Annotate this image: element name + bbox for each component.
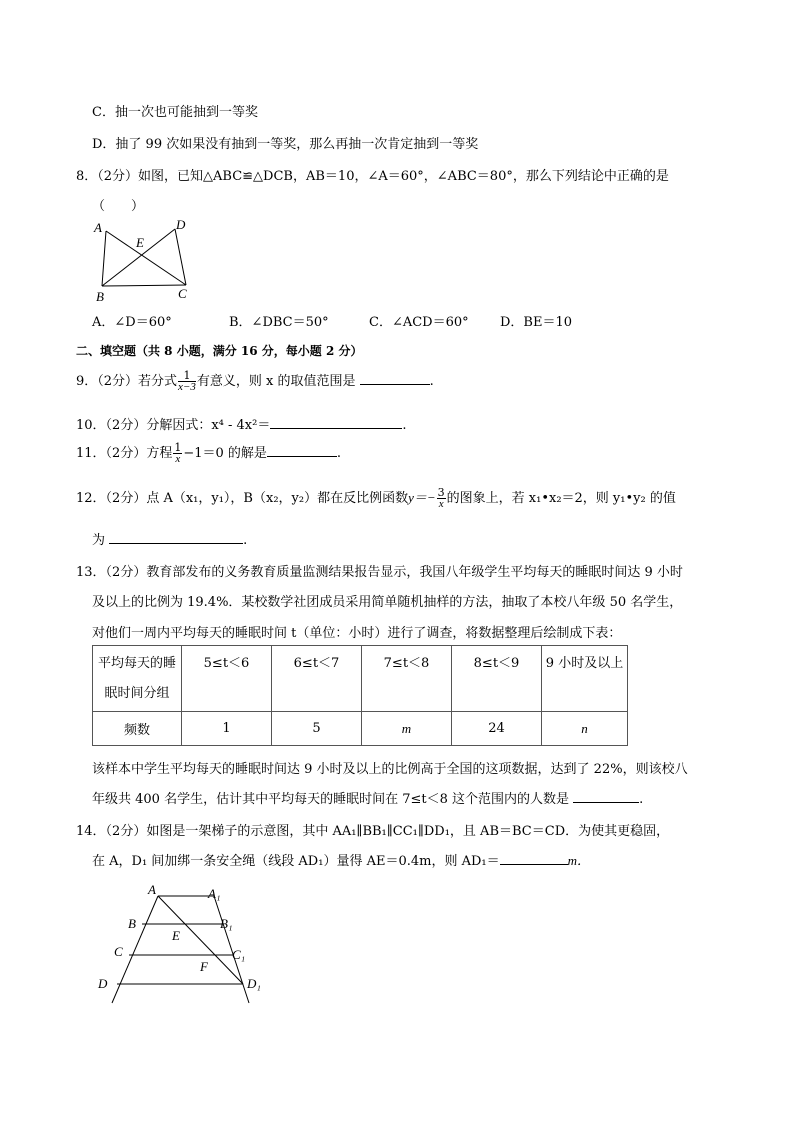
section-heading: 二、填空题（共 8 小题，满分 16 分，每小题 2 分） [76, 344, 363, 358]
answer-blank[interactable] [360, 374, 430, 385]
fig-label-a: A [148, 882, 156, 897]
q8-option-a: A．∠D＝60° [92, 315, 172, 330]
q13-line-4: 该样本中学生平均每天的睡眠时间达 9 小时及以上的比例高于全国的这项数据，达到了 22%，则该校八 [92, 762, 688, 777]
table-cell: 1 [182, 712, 272, 746]
q13-line-5: 年级共 400 名学生，估计其中平均每天的睡眠时间在 7≤t＜8 这个范围内的人数是 . [92, 792, 644, 807]
question-12-line2: 为 . [92, 533, 248, 548]
fig-label-f: F [200, 959, 208, 974]
table-cell: 8≤t＜9 [452, 646, 542, 712]
answer-blank[interactable] [573, 792, 639, 803]
table-cell: m [362, 712, 452, 746]
table-cell: n [542, 712, 628, 746]
table-cell: 5 [272, 712, 362, 746]
q8-option-c: C．∠ACD＝60° [369, 315, 469, 330]
table-cell: 9 小时及以上 [542, 646, 628, 712]
question-10: 10．（2分）分解因式：x⁴ - 4x²＝ . [76, 418, 407, 433]
q13-line-2: 及以上的比例为 19.4%．某校数学社团成员采用简单随机抽样的方法，抽取了本校八年级 50 名学生， [92, 595, 683, 610]
table-cell: 24 [452, 712, 542, 746]
table-cell: 5≤t＜6 [182, 646, 272, 712]
q7-option-c: C．抽一次也可能抽到一等奖 [92, 105, 258, 120]
table-cell: 7≤t＜8 [362, 646, 452, 712]
fig-label-c: C [178, 286, 187, 301]
q7-option-d: D．抽了 99 次如果没有抽到一等奖，那么再抽一次肯定抽到一等奖 [92, 137, 479, 152]
fraction: $\frac{1}{x}$ [174, 441, 182, 465]
fig-label-c1: C₁ [232, 947, 246, 962]
fig-label-b: B [128, 916, 136, 931]
triangle-figure [90, 215, 200, 307]
q8-option-b: B．∠DBC＝50° [229, 315, 329, 330]
fig-label-c: C [114, 944, 123, 959]
question-9: 9．（2分）若分式 $\frac{1}{x-3}$ 有意义，则 x 的取值范围是 . [76, 369, 434, 393]
q13-line-1: 13．（2分）教育部发布的义务教育质量监测结果报告显示，我国八年级学生平均每天的睡眠时间达 9 小时 [76, 565, 683, 580]
q8-paren: （ ） [92, 199, 145, 214]
answer-blank[interactable] [270, 418, 402, 429]
fig-label-e: E [172, 928, 180, 943]
ladder-figure [92, 880, 282, 1010]
fig-label-d: D [98, 976, 108, 991]
table-header-group: 平均每天的睡 眠时间分组 [93, 646, 182, 712]
sleep-time-table [92, 645, 628, 746]
question-11: 11．（2分）方程 $\frac{1}{x}$ −1＝0 的解是 . [76, 441, 342, 465]
q14-line-2: 在 A，D₁ 间加绑一条安全绳（线段 AD₁）量得 AE＝0.4m，则 AD₁＝ m． [92, 853, 590, 869]
q8-stem: 8．（2分）如图，已知△ABC≌△DCB，AB＝10，∠A＝60°，∠ABC＝80°，那么下列结论中正确的是 [76, 169, 669, 184]
q8-option-d: D．BE＝10 [500, 315, 573, 330]
q13-line-3: 对他们一周内平均每天的睡眠时间 t（单位：小时）进行了调查，将数据整理后绘制成下表： [92, 626, 622, 641]
fig-label-b1: B₁ [220, 916, 233, 931]
fig-label-a: A [94, 220, 102, 235]
answer-blank[interactable] [267, 446, 337, 457]
table-cell: 6≤t＜7 [272, 646, 362, 712]
fig-label-e: E [136, 235, 144, 250]
fig-label-b: B [96, 289, 104, 304]
fig-label-a1: A₁ [208, 886, 221, 901]
fraction: $\frac{3}{x}$ [437, 486, 445, 510]
answer-blank[interactable] [500, 854, 568, 865]
question-12: 12．（2分）点 A（x₁，y₁），B（x₂，y₂）都在反比例函数y＝− $\frac{3}{x}$ 的图象上，若 x₁•x₂＝2，则 y₁•y₂ 的值 [76, 486, 676, 510]
q14-line-1: 14．（2分）如图是一架梯子的示意图，其中 AA₁∥BB₁∥CC₁∥DD₁，且 AB＝BC＝CD．为使其更稳固， [76, 824, 670, 839]
fig-label-d1: D₁ [247, 976, 261, 991]
answer-blank[interactable] [109, 533, 243, 544]
fraction: $\frac{1}{x-3}$ [178, 369, 196, 393]
fig-label-d: D [176, 217, 186, 232]
table-header-count: 频数 [93, 712, 182, 746]
